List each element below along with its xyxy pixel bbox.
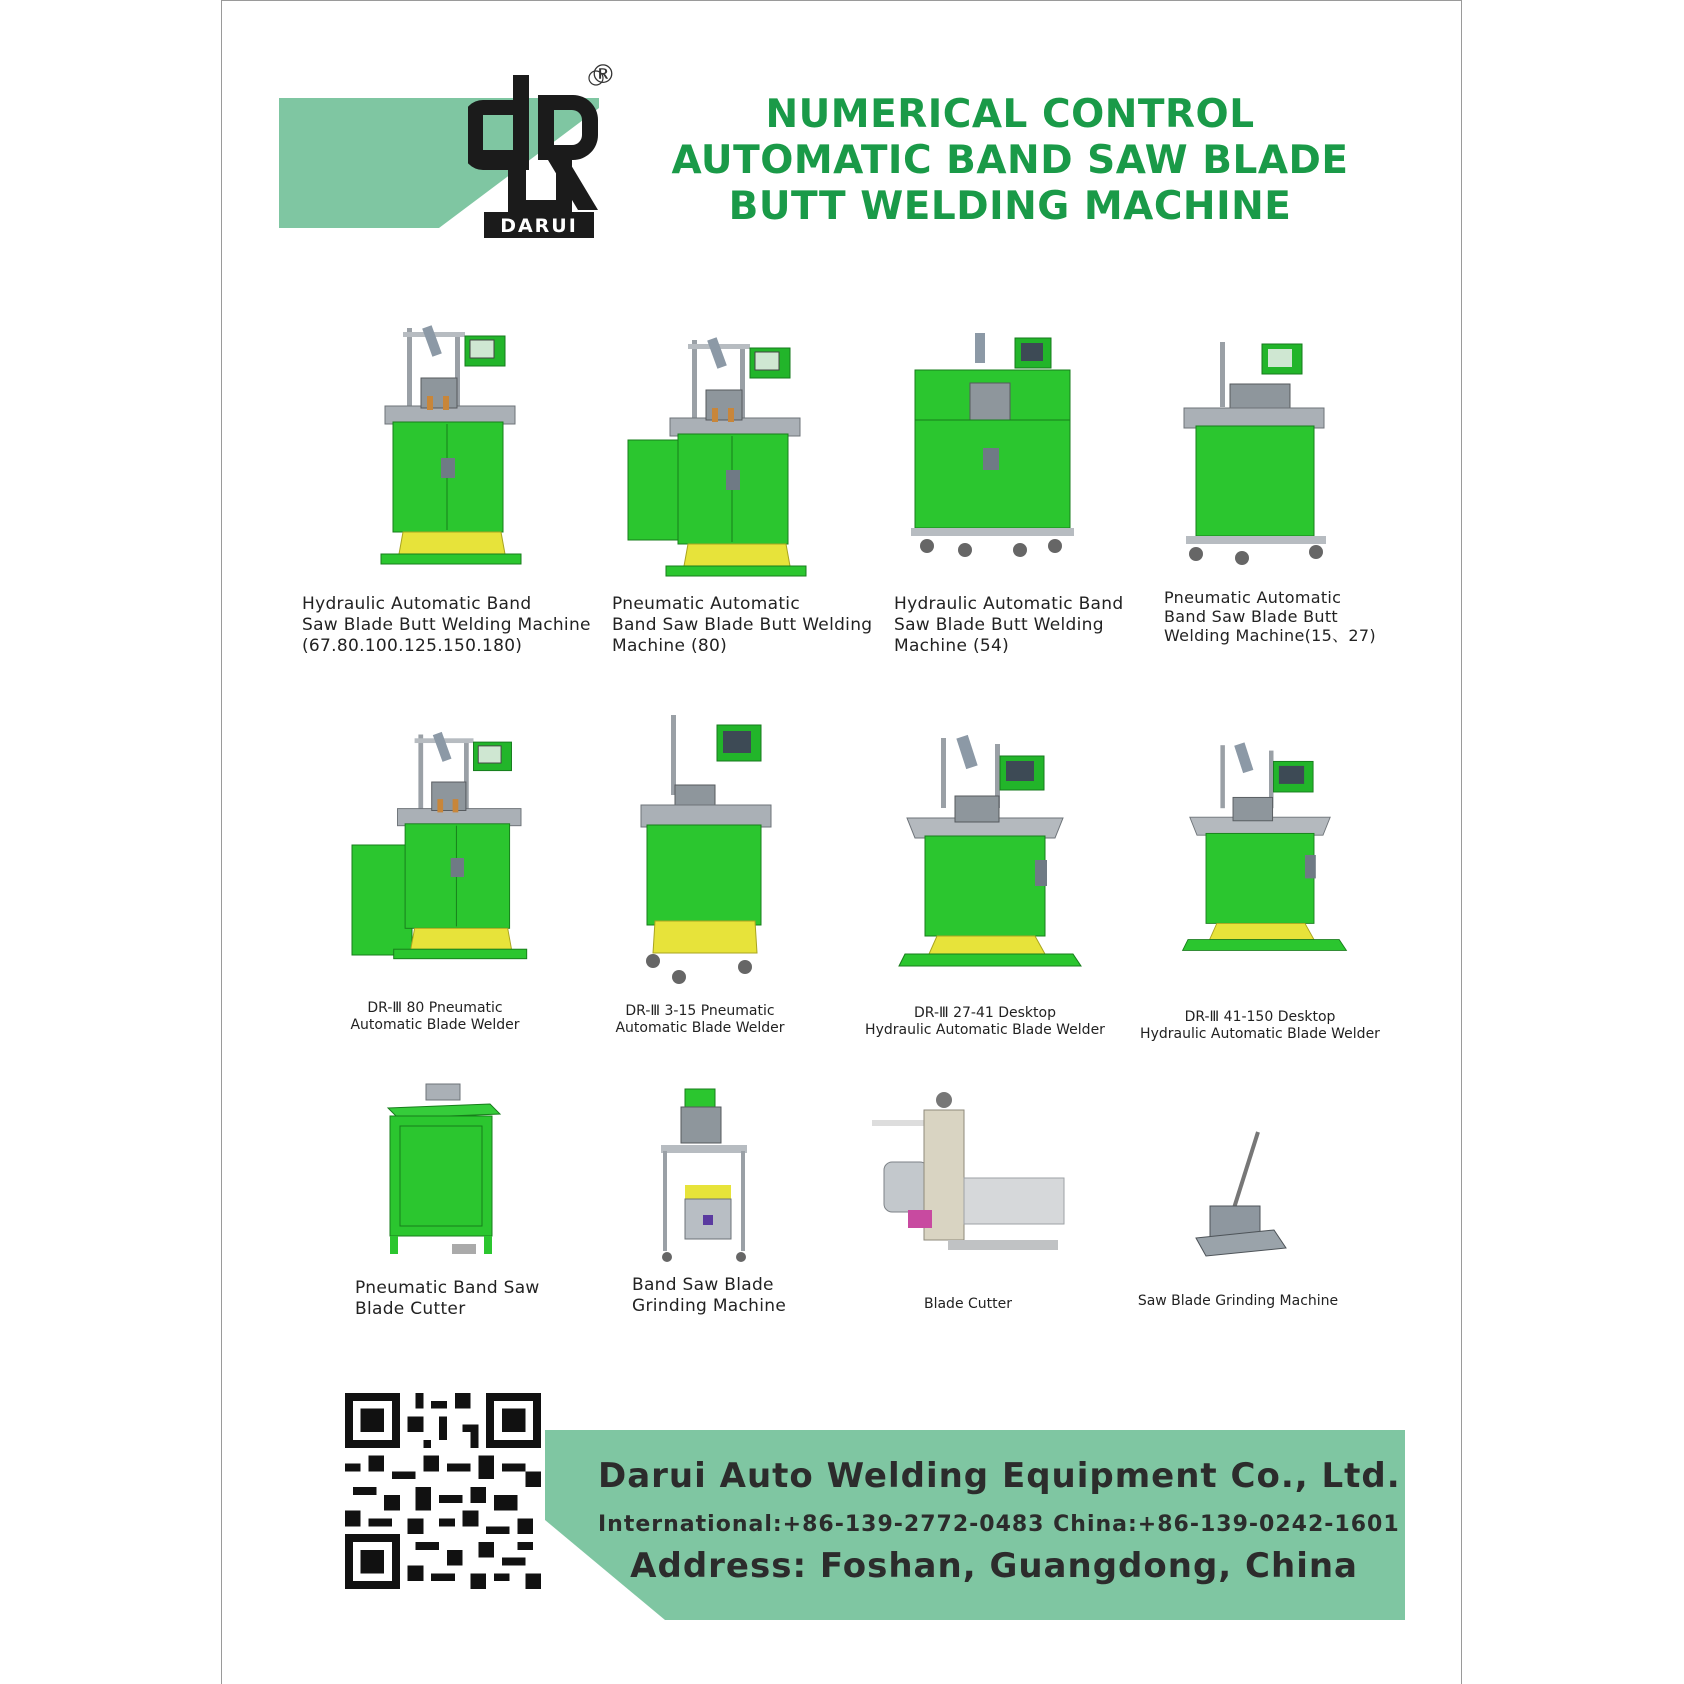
product-caption-2: Pneumatic Automatic Band Saw Blade Butt Welding Machine (80) (612, 594, 873, 656)
product-caption-4: Pneumatic Automatic Band Saw Blade Butt Welding Machine(15、27) (1164, 588, 1376, 645)
product-image-4 (1170, 330, 1340, 580)
product-caption-6: DR-Ⅲ 3-15 Pneumatic Automatic Blade Welder (615, 1003, 785, 1036)
company-address: Address: Foshan, Guangdong, China (630, 1546, 1358, 1586)
product-image-9 (380, 1080, 510, 1260)
qr-code (345, 1393, 541, 1589)
darui-logo (468, 70, 608, 240)
page-title (660, 92, 1360, 230)
product-image-2 (620, 330, 820, 580)
product-image-12 (1190, 1130, 1290, 1270)
product-image-7 (885, 690, 1085, 975)
product-image-1 (355, 318, 555, 578)
product-image-8 (1170, 720, 1350, 990)
phone-numbers: International:+86-139-2772-0483 China:+86-139-0242-1601 (598, 1512, 1400, 1537)
product-caption-7: DR-Ⅲ 27-41 Desktop Hydraulic Automatic Blade Welder (865, 1005, 1105, 1038)
title-line-2: AUTOMATIC BAND SAW BLADE (671, 138, 1349, 183)
product-image-11 (868, 1090, 1068, 1280)
product-caption-11: Blade Cutter (923, 1296, 1013, 1312)
product-image-5 (350, 725, 540, 980)
product-caption-10: Band Saw Blade Grinding Machine (632, 1275, 787, 1316)
company-name: Darui Auto Welding Equipment Co., Ltd. (598, 1456, 1401, 1496)
product-caption-12: Saw Blade Grinding Machine (1137, 1293, 1339, 1309)
product-caption-1: Hydraulic Automatic Band Saw Blade Butt Welding Machine (67.80.100.125.150.180) (302, 594, 591, 656)
svg-text:DARUI: DARUI (500, 215, 578, 237)
product-caption-5: DR-Ⅲ 80 Pneumatic Automatic Blade Welder (350, 1000, 520, 1033)
product-image-6 (635, 705, 805, 990)
product-caption-3: Hydraulic Automatic Band Saw Blade Butt Welding Machine (54) (894, 594, 1124, 656)
title-line-3: BUTT WELDING MACHINE (728, 184, 1292, 229)
product-image-3 (905, 328, 1075, 578)
title-line-1: NUMERICAL CONTROL (765, 92, 1255, 137)
product-image-10 (655, 1085, 755, 1265)
product-caption-8: DR-Ⅲ 41-150 Desktop Hydraulic Automatic Blade Welder (1140, 1009, 1380, 1042)
product-caption-9: Pneumatic Band Saw Blade Cutter (355, 1278, 540, 1319)
registered-mark: ® (590, 60, 616, 90)
